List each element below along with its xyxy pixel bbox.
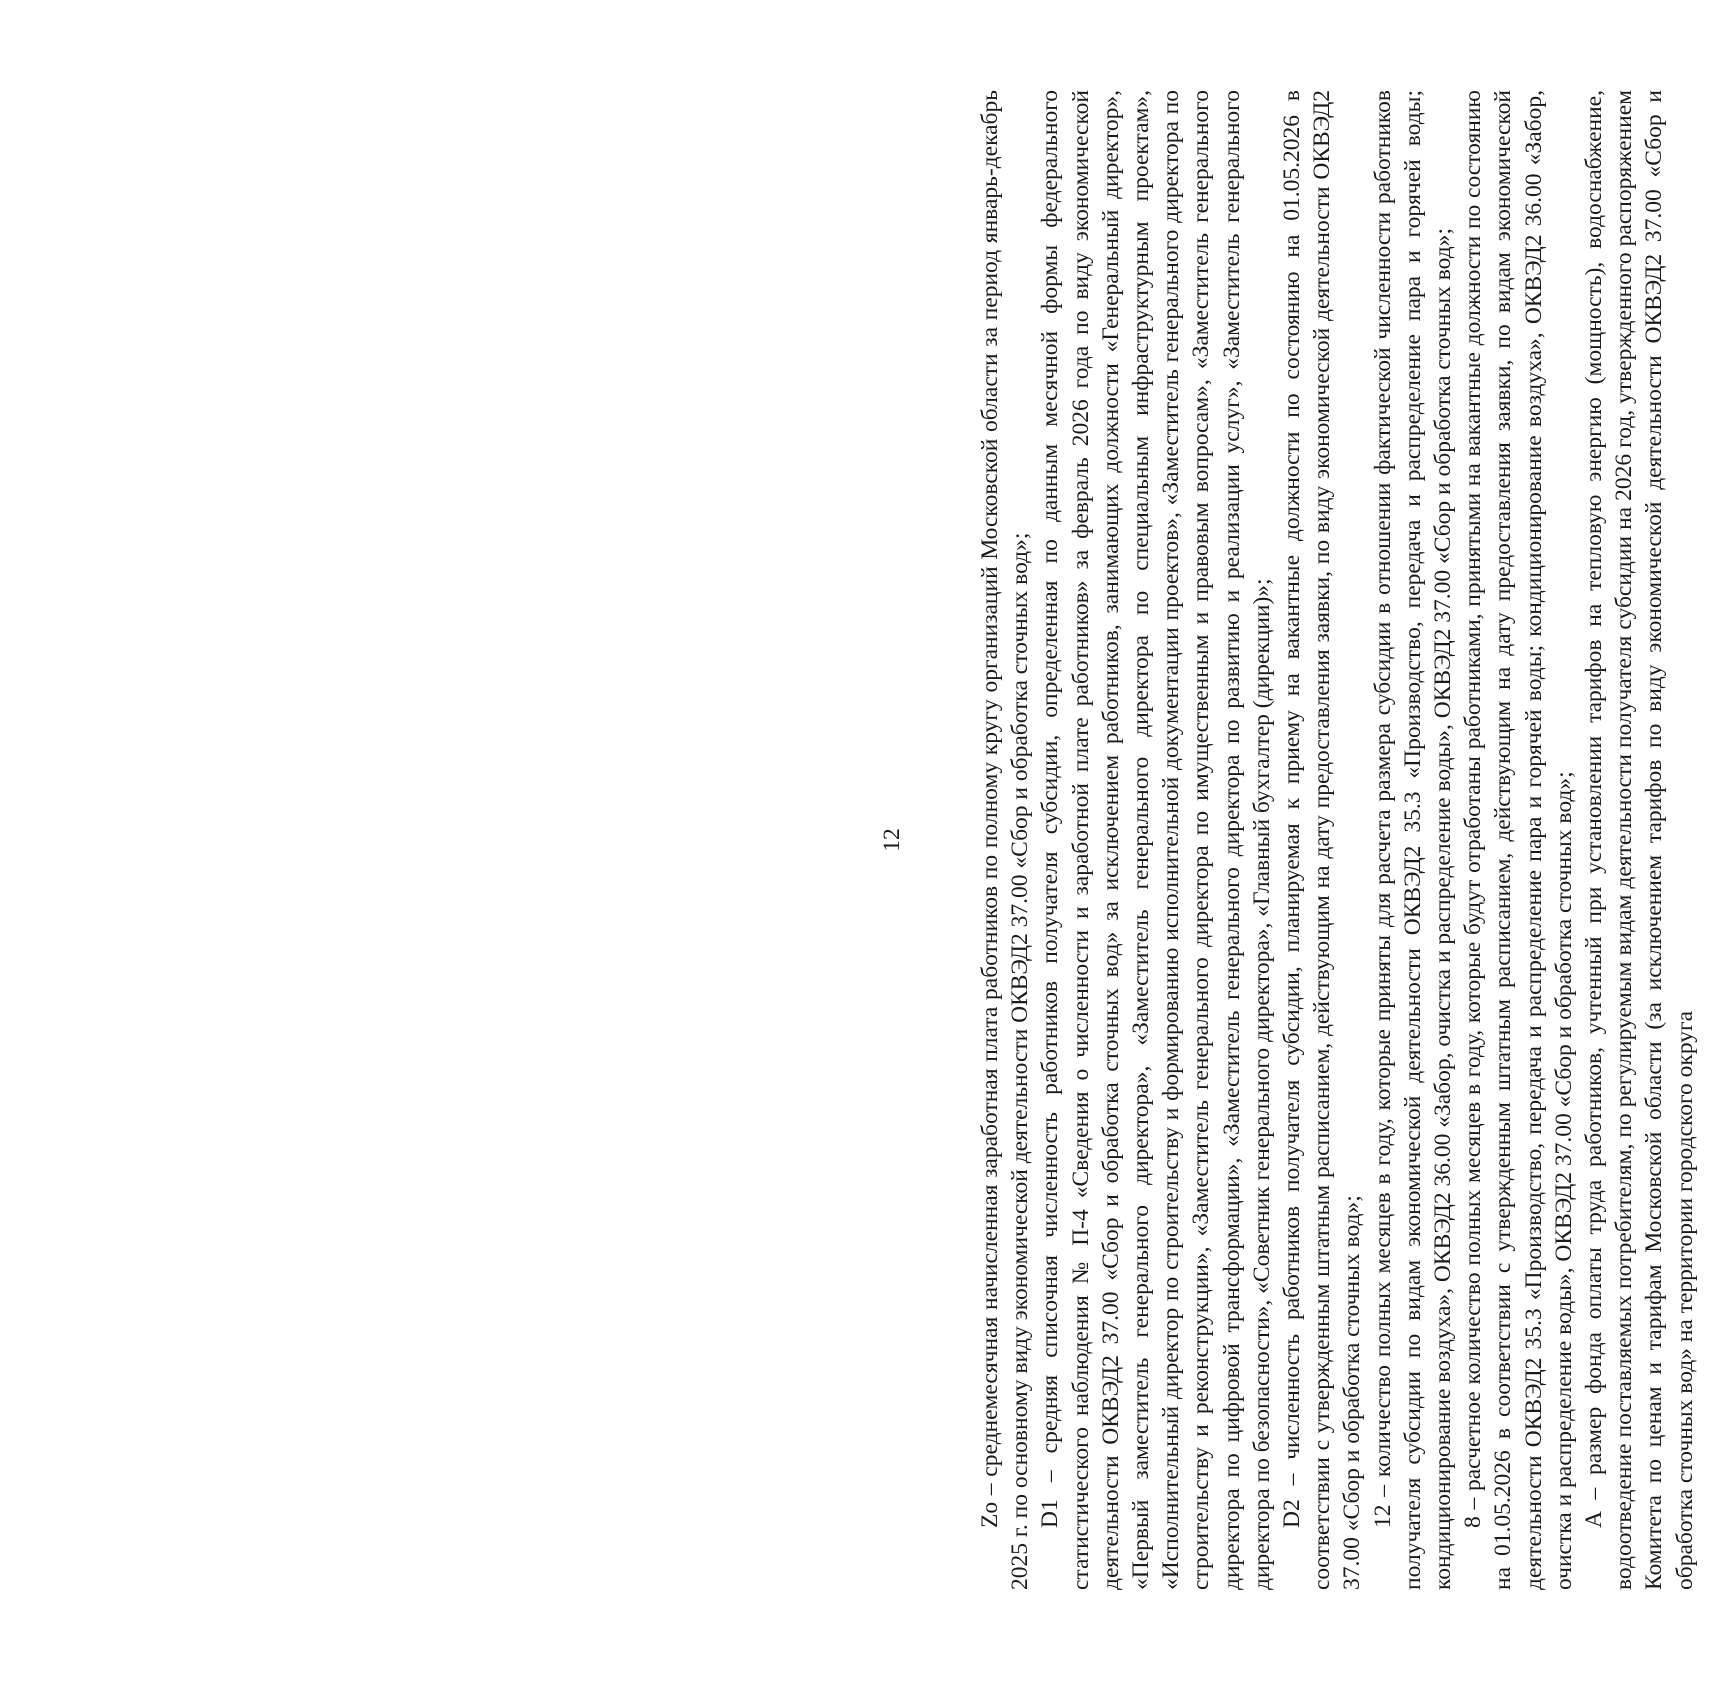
paragraph-d1-definition: D1 – средняя списочная численность работников получателя субсидии, определенная по данным месячной формы федерального статистического наблюдения № П-4 «Сведения о численности и заработной плате работников» за февраль 2026 года по виду экономической деятельности ОКВЭД2 37.00 «Сбор и обработка сточных вод» за исключением работников, занимающих должности «Генеральный директор», «Первый заместитель генерального директора», «Заместитель генерального директора по специальным инфраструктурным проектам», «Исполнительный директор по строительству и формированию исполнительной документации проектов», «Заместитель генерального директора по строительству и реконструкции», «Заместитель генерального директора по имущественным и правовым вопросам», «Заместитель генерального директора по цифровой трансформации», «Заместитель генерального директора по развитию и реализации услуг», «Заместитель генерального директора по безопасности», «Советник генерального директора», «Главный бухгалтер (дирекции)»;	[1037, 90, 1275, 1590]
paragraph-zo-definition: Zo – среднемесячная начисленная заработная плата работников по полному кругу организаций Московской области за период январь-декабрь 2025 г. по основному виду экономической деятельности ОКВЭД2 37.00 «Сбор и обработка сточных вод»;	[977, 90, 1034, 1590]
paragraph-8-definition: 8 – расчетное количество полных месяцев в году, которые будут отработаны работниками, принятыми на вакантные должности по состоянию на 01.05.2026 в соответствии с утвержденным штатным расписанием, действующим на дату предоставления заявки, по видам экономической деятельности ОКВЭД2 35.3 «Производство, передача и распределение пара и горячей воды; кондиционирование воздуха», ОКВЭД2 36.00 «Забор, очистка и распределение воды», ОКВЭД2 37.00 «Сбор и обработка сточных вод»;	[1460, 90, 1577, 1590]
page-number-text: 12	[879, 828, 905, 852]
paragraph-a-definition: A – размер фонда оплаты труда работников, учтенный при установлении тарифов на тепловую энергию (мощность), водоснабжение, водоотведение поставляемых потребителям, по регулируемым видам деятельности получателя субсидии на 2026 год, утвержденного распоряжением Комитета по ценам и тарифам Московской области (за исключением тарифов по виду экономической деятельности ОКВЭД2 37.00 «Сбор и обработка сточных вод» на территории городского округа	[1581, 90, 1698, 1590]
paragraph-12-definition: 12 – количество полных месяцев в году, которые приняты для расчета размера субсидии в отношении фактической численности работников получателя субсидии по видам экономической деятельности ОКВЭД2 35.3 «Производство, передача и распределение пара и горячей воды; кондиционирование воздуха», ОКВЭД2 36.00 «Забор, очистка и распределение воды», ОКВЭД2 37.00 «Сбор и обработка сточных вод»;	[1369, 90, 1457, 1590]
paragraph-d2-definition: D2 – численность работников получателя субсидии, планируемая к приему на вакантные должности по состоянию на 01.05.2026 в соответствии с утвержденным штатным расписанием, действующим на дату предоставления заявки, по виду экономической деятельности ОКВЭД2 37.00 «Сбор и обработка сточных вод»;	[1279, 90, 1366, 1590]
rotated-page-content	[879, 90, 1735, 1590]
document-body	[975, 90, 1700, 1590]
